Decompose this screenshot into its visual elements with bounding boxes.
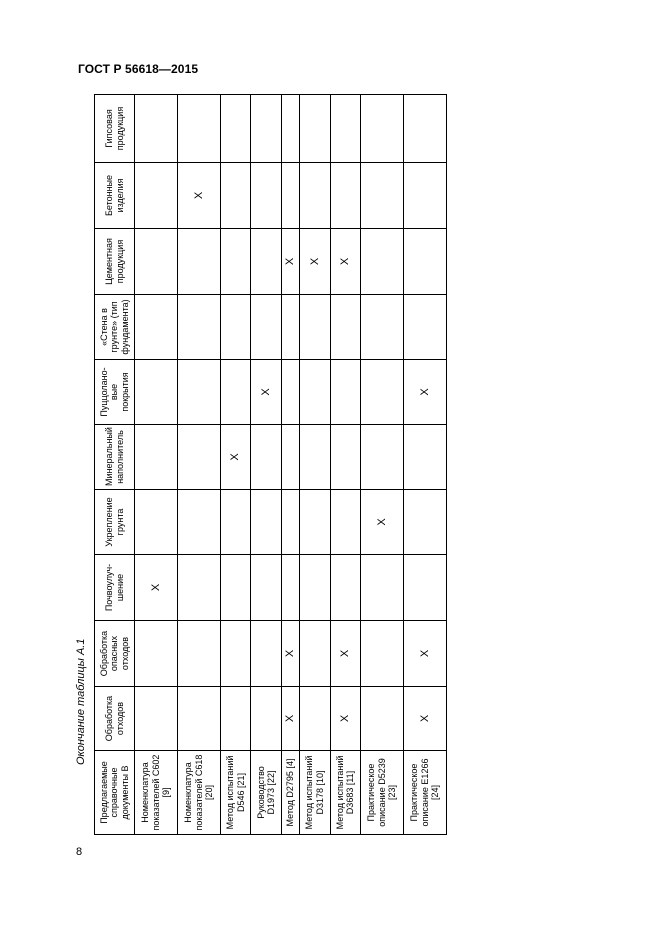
- mark-cell: [300, 687, 331, 751]
- mark-cell: [220, 490, 251, 555]
- mark-cell: [251, 621, 282, 687]
- table-row: [281, 95, 299, 835]
- mark-cell: [177, 95, 220, 163]
- mark-cell: [135, 295, 178, 360]
- column-header: «Стена в грунте» (тип фундамента): [95, 295, 135, 360]
- mark-cell: [281, 295, 299, 360]
- mark-cell: X: [330, 687, 361, 751]
- mark-cell: [251, 687, 282, 751]
- mark-cell: X: [135, 555, 178, 621]
- mark-cell: [135, 687, 178, 751]
- column-header: Обработка отходов: [95, 687, 135, 751]
- mark-cell: X: [251, 360, 282, 425]
- mark-cell: X: [404, 621, 447, 687]
- mark-cell: [281, 163, 299, 229]
- mark-cell: [135, 229, 178, 295]
- table-caption: Окончание таблицы А.1: [75, 638, 87, 765]
- mark-cell: [281, 490, 299, 555]
- mark-cell: [361, 360, 404, 425]
- table-row: [300, 95, 331, 835]
- mark-cell: [135, 621, 178, 687]
- mark-cell: X: [281, 229, 299, 295]
- mark-cell: [135, 163, 178, 229]
- table-row: [220, 95, 251, 835]
- mark-cell: [281, 555, 299, 621]
- mark-cell: [330, 425, 361, 490]
- document-cell: Метод испытаний D3178 [10]: [300, 751, 331, 835]
- mark-cell: [361, 163, 404, 229]
- mark-cell: [177, 490, 220, 555]
- column-header: Обработка опасных отходов: [95, 621, 135, 687]
- mark-cell: [177, 295, 220, 360]
- mark-cell: [177, 229, 220, 295]
- mark-cell: X: [404, 360, 447, 425]
- column-header: Бетонные изделия: [95, 163, 135, 229]
- mark-cell: [330, 295, 361, 360]
- mark-cell: [404, 555, 447, 621]
- mark-cell: [135, 490, 178, 555]
- mark-cell: X: [281, 621, 299, 687]
- mark-cell: [300, 555, 331, 621]
- mark-cell: [177, 555, 220, 621]
- mark-cell: X: [177, 163, 220, 229]
- mark-cell: [177, 360, 220, 425]
- mark-cell: X: [330, 621, 361, 687]
- mark-cell: [177, 687, 220, 751]
- mark-cell: [135, 360, 178, 425]
- column-header: Пуццолано-вые покрытия: [95, 360, 135, 425]
- mark-cell: [361, 687, 404, 751]
- mark-cell: [220, 229, 251, 295]
- table-header-row: [95, 95, 135, 835]
- table-row: [361, 95, 404, 835]
- mark-cell: [330, 360, 361, 425]
- mark-cell: [361, 425, 404, 490]
- column-header: Минеральный наполнитель: [95, 425, 135, 490]
- mark-cell: [330, 95, 361, 163]
- mark-cell: X: [361, 490, 404, 555]
- mark-cell: [300, 490, 331, 555]
- mark-cell: [361, 621, 404, 687]
- document-cell: Метод испытаний D546 [21]: [220, 751, 251, 835]
- table-row: [177, 95, 220, 835]
- mark-cell: [251, 490, 282, 555]
- mark-cell: [220, 95, 251, 163]
- mark-cell: [404, 95, 447, 163]
- document-cell: Номенклатура показателей С618 [20]: [177, 751, 220, 835]
- document-header: ГОСТ Р 56618—2015: [78, 62, 199, 76]
- mark-cell: [220, 687, 251, 751]
- mark-cell: [220, 621, 251, 687]
- mark-cell: [220, 360, 251, 425]
- mark-cell: [177, 621, 220, 687]
- mark-cell: X: [404, 687, 447, 751]
- column-header: Укрепление грунта: [95, 490, 135, 555]
- mark-cell: [300, 621, 331, 687]
- mark-cell: [404, 490, 447, 555]
- table-row: [251, 95, 282, 835]
- mark-cell: [300, 295, 331, 360]
- table-body: [135, 95, 447, 835]
- mark-cell: [361, 555, 404, 621]
- page-number: 8: [76, 846, 83, 858]
- mark-cell: [300, 163, 331, 229]
- mark-cell: [361, 95, 404, 163]
- mark-cell: [330, 490, 361, 555]
- column-header-documents: Предлагаемые справочные документы В: [95, 751, 135, 835]
- table-row: [330, 95, 361, 835]
- mark-cell: [251, 163, 282, 229]
- mark-cell: [361, 295, 404, 360]
- mark-cell: [251, 425, 282, 490]
- mark-cell: [404, 163, 447, 229]
- mark-cell: [135, 425, 178, 490]
- mark-cell: [251, 555, 282, 621]
- mark-cell: [300, 95, 331, 163]
- mark-cell: [300, 360, 331, 425]
- mark-cell: X: [281, 687, 299, 751]
- mark-cell: [220, 555, 251, 621]
- mark-cell: [177, 425, 220, 490]
- mark-cell: [300, 425, 331, 490]
- document-cell: Метод D2795 [4]: [281, 751, 299, 835]
- mark-cell: [281, 360, 299, 425]
- rotated-table-container: [94, 95, 447, 835]
- mark-cell: [251, 295, 282, 360]
- mark-cell: X: [330, 229, 361, 295]
- mark-cell: [404, 229, 447, 295]
- document-cell: Практическое описание D5239 [23]: [361, 751, 404, 835]
- mark-cell: [404, 295, 447, 360]
- mark-cell: [281, 95, 299, 163]
- mark-cell: [135, 95, 178, 163]
- document-cell: Практическое описание Е1266 [24]: [404, 751, 447, 835]
- column-header: Цементная продукция: [95, 229, 135, 295]
- mark-cell: [220, 163, 251, 229]
- mark-cell: [220, 295, 251, 360]
- document-cell: Метод испытаний D3683 [11]: [330, 751, 361, 835]
- document-cell: Руководство D1973 [22]: [251, 751, 282, 835]
- mark-cell: [404, 425, 447, 490]
- standards-table: [94, 94, 447, 835]
- mark-cell: [330, 555, 361, 621]
- mark-cell: X: [300, 229, 331, 295]
- mark-cell: [361, 229, 404, 295]
- mark-cell: [330, 163, 361, 229]
- mark-cell: [251, 229, 282, 295]
- table-row: [404, 95, 447, 835]
- column-header: Почвоулуч-шение: [95, 555, 135, 621]
- mark-cell: [251, 95, 282, 163]
- mark-cell: [281, 425, 299, 490]
- table-row: [135, 95, 178, 835]
- mark-cell: X: [220, 425, 251, 490]
- column-header: Гипсовая продукция: [95, 95, 135, 163]
- document-cell: Номенклатура показателей С602 [9]: [135, 751, 178, 835]
